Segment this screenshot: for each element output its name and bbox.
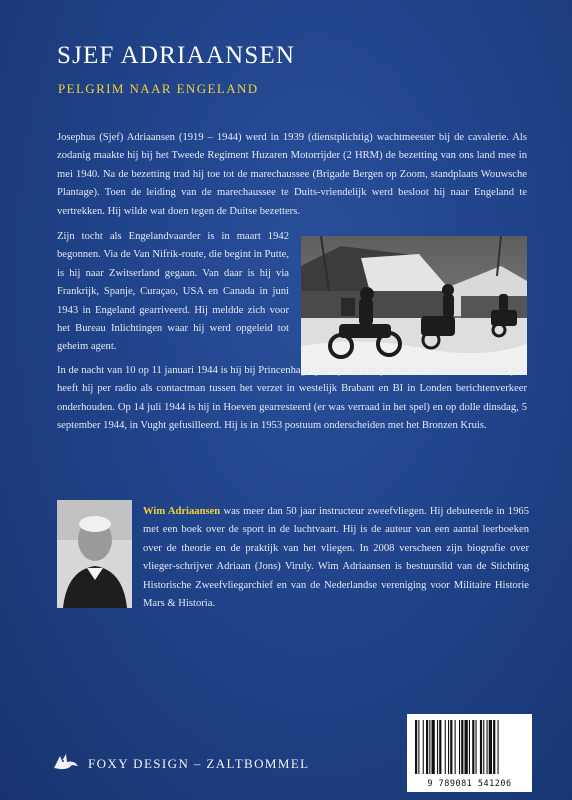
journey-paragraph: Zijn tocht als Engelandvaarder is in maart 1942 begonnen. Via de Van Nifrik-route, die begint in Putte, is hij naar Zwitserland gegaan. Van daar is hij via Frankrijk, Spanje, Curaçao, USA en Canada in juni 1943 in Engeland gearriveerd. Hij meldde zich voor het Bureau Inlichtingen waar hij werd opgeleid tot geheim agent. — [57, 231, 289, 353]
barcode-bar — [448, 720, 449, 774]
isbn-number: 9 789081 541206 — [427, 779, 512, 789]
barcode-bar — [498, 720, 499, 774]
barcode-bar — [459, 720, 460, 774]
barcode-bar — [480, 720, 482, 774]
barcode-bar — [429, 720, 430, 774]
barcode-bar — [426, 720, 428, 774]
barcode-bar — [489, 720, 492, 774]
wartime-motorcycle-photo — [301, 236, 527, 375]
barcode-bar — [423, 720, 424, 774]
fate-paragraph: In de nacht van 10 op 11 januari 1944 is hij bij Princenhage gedropt. In een periode van meer dan een half jaar heeft hij per radio als contactman tussen het verzet in westelijk Brabant en BI in Londen berichtenverkeer onderhouden. Op 14 juli 1944 is hij in Hoeven gearresteerd (er was verraad in het spel) en op dolle dinsdag, 5 september 1944, in Vught gefusilleerd. Hij is in 1953 postuum onderscheiden met het Bronzen Kruis. — [57, 365, 527, 432]
publisher-logo — [52, 750, 310, 777]
intro-paragraph: Josephus (Sjef) Adriaansen (1919 – 1944) werd in 1939 (dienstplichtig) wachtmeester bij de cavalerie. Als zodanig maakte hij bij het Tweede Regiment Huzaren Motorrijder (2 HRM) de bezetting van ons land mee in mei 1940. Na de bezetting trad hij toe tot de marechaussee (Brigade Bergen op Zoom, standplaats Wouwsche Plantage). Toen de leiding van de marechaussee te Duits-vriendelijk werd besloot hij naar Engeland te vertrekken. Hij wilde wat doen tegen de Duitse bezetters. — [57, 132, 527, 217]
barcode-bar — [437, 720, 438, 774]
barcode-bar — [418, 720, 419, 774]
fox-logo-icon — [52, 750, 80, 777]
barcode-bar — [439, 720, 441, 774]
barcode-bar — [472, 720, 474, 774]
barcode-bar — [450, 720, 452, 774]
publisher-name: FOXY DESIGN – ZALTBOMMEL — [88, 755, 310, 771]
barcode-bar — [461, 720, 463, 774]
barcode-bar — [415, 720, 417, 774]
book-title: SJEF ADRIAANSEN — [57, 42, 296, 69]
barcode-bar — [432, 720, 435, 774]
author-bio-name: Wim Adriaansen — [143, 506, 221, 517]
author-bio — [143, 503, 529, 613]
author-bio-text: was meer dan 50 jaar instructeur zweefvliegen. Hij debuteerde in 1965 met een boek over de sport in de luchtvaart. Hij is de auteur van een aantal leerboeken over de theorie en de praktijk van het vliegen. In 2008 verscheen zijn biografie over vlieger-schrijver Adriaan (Jons) Viruly. Wim Adriaansen is bestuurslid van de Stichting Historische Zweefvliegarchief en van de Nederlandse vereniging voor Militaire Historie Mars & Historia. — [143, 506, 529, 610]
barcode-bar — [476, 720, 477, 774]
author-portrait-photo — [57, 500, 132, 608]
barcode-bar — [487, 720, 488, 774]
barcode-bar — [483, 720, 484, 774]
book-subtitle: PELGRIM NAAR ENGELAND — [58, 81, 259, 96]
isbn-barcode — [407, 714, 532, 792]
barcode-bar — [445, 720, 446, 774]
barcode-bar — [465, 720, 468, 774]
barcode-bar — [455, 720, 456, 774]
barcode-bar — [493, 720, 495, 774]
barcode-bar — [469, 720, 470, 774]
